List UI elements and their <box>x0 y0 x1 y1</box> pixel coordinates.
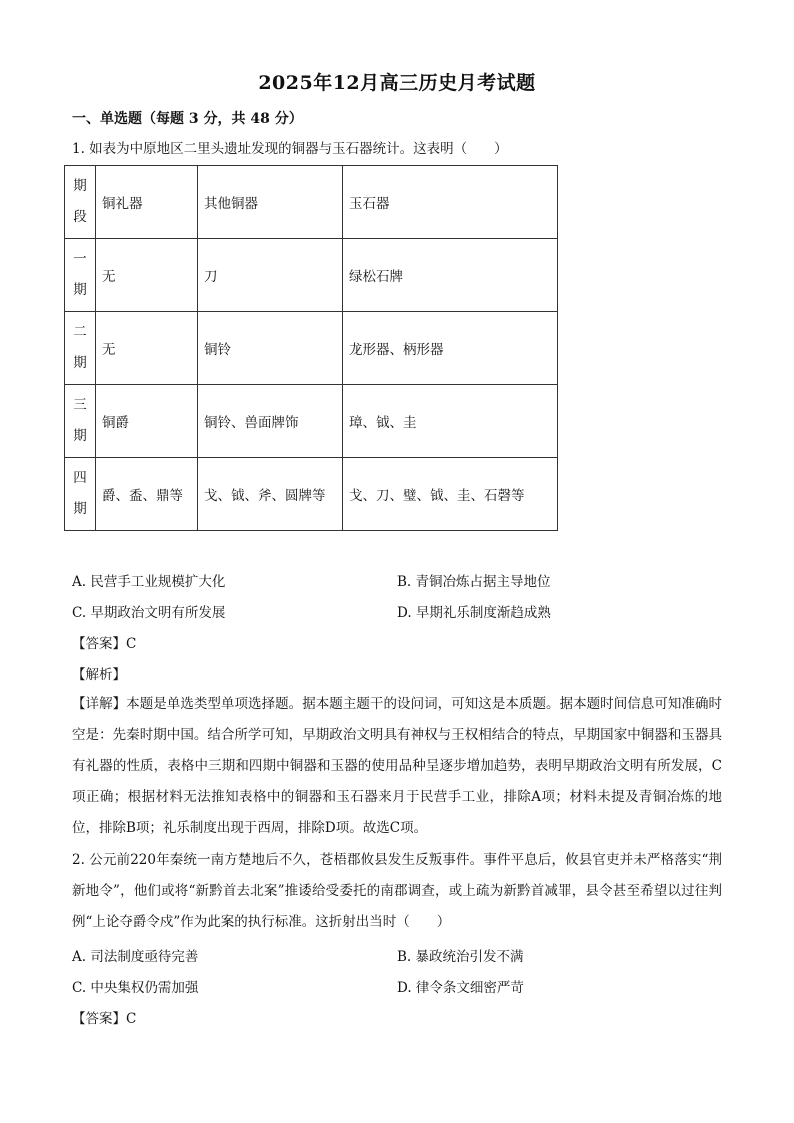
table-cell: 璋、钺、圭 <box>343 385 558 458</box>
table-cell: 绿松石牌 <box>343 239 558 312</box>
question-1-option-b: B. 青铜冶炼占据主导地位 <box>397 574 551 590</box>
question-1-analysis-label: 【解析】 <box>72 667 126 683</box>
table-header-cell: 期段 <box>65 166 96 239</box>
question-2-answer: 【答案】C <box>72 1011 137 1027</box>
table-header-cell: 玉石器 <box>343 166 558 239</box>
question-1-stem: 1. 如表为中原地区二里头遗址发现的铜器与玉石器统计。这表明（ ） <box>72 141 508 157</box>
table-cell: 刀 <box>198 239 343 312</box>
table-cell: 爵、盉、鼎等 <box>96 458 198 531</box>
table-row <box>65 385 558 458</box>
table-cell: 戈、刀、璧、钺、圭、石磬等 <box>343 458 558 531</box>
question-1-detail: 【详解】本题是单选类型单项选择题。据本题主题干的设问词，可知这是本质题。据本题时间信息可知准确时空是：先秦时期中国。结合所学可知，早期政治文明具有神权与王权相结合的特点，早期国家中铜器和玉器具有礼器的性质，表格中三期和四期中铜器和玉器的使用品种呈逐步增加趋势，表明早期政治文明有所发展，C项正确；根据材料无法推知表格中的铜器和玉石器来月于民营手工业，排除A项；材料未提及青铜冶炼的地位，排除B项；礼乐制度出现于西周，排除D项。故选C项。 <box>72 696 722 836</box>
table-cell: 铜铃、兽面牌饰 <box>198 385 343 458</box>
table-cell: 二期 <box>65 312 96 385</box>
question-1-answer: 【答案】C <box>72 636 137 652</box>
question-1-option-a: A. 民营手工业规模扩大化 <box>72 574 226 590</box>
table-header-cell: 铜礼器 <box>96 166 198 239</box>
table-cell: 铜爵 <box>96 385 198 458</box>
table-cell: 龙形器、柄形器 <box>343 312 558 385</box>
question-2-stem: 2. 公元前220年秦统一南方楚地后不久，苍梧郡攸县发生反叛事件。事件平息后，攸县官吏并未严格落实“荆新地令”，他们或将“新黔首去北案”推诿给受委托的南郡调查，或上疏为新黔首减罪，县令甚至希望以过往判例“上论夺爵令戍”作为此案的执行标准。这折射出当时（ ） <box>72 852 722 930</box>
question-2-option-a: A. 司法制度亟待完善 <box>72 949 199 965</box>
question-1-option-c: C. 早期政治文明有所发展 <box>72 605 226 621</box>
question-1-option-d: D. 早期礼乐制度渐趋成熟 <box>397 605 551 621</box>
table-row <box>65 239 558 312</box>
table-row <box>65 166 558 239</box>
table-cell: 无 <box>96 312 198 385</box>
table-row <box>65 312 558 385</box>
question-2-option-b: B. 暴政统治引发不满 <box>397 949 524 965</box>
table-cell: 铜铃 <box>198 312 343 385</box>
table-cell: 四期 <box>65 458 96 531</box>
section-heading: 一、单选题（每题 3 分，共 48 分） <box>72 111 303 127</box>
question-2-option-d: D. 律令条文细密严苛 <box>397 980 524 996</box>
table-cell: 无 <box>96 239 198 312</box>
table-cell: 戈、钺、斧、圆牌等 <box>198 458 343 531</box>
table-cell: 三期 <box>65 385 96 458</box>
question-2-option-c: C. 中央集权仍需加强 <box>72 980 199 996</box>
table-header-cell: 其他铜器 <box>198 166 343 239</box>
table-cell: 一期 <box>65 239 96 312</box>
page-title: 2025年12月高三历史月考试题 <box>258 72 536 94</box>
bronze-jade-table <box>64 165 558 531</box>
table-row <box>65 458 558 531</box>
